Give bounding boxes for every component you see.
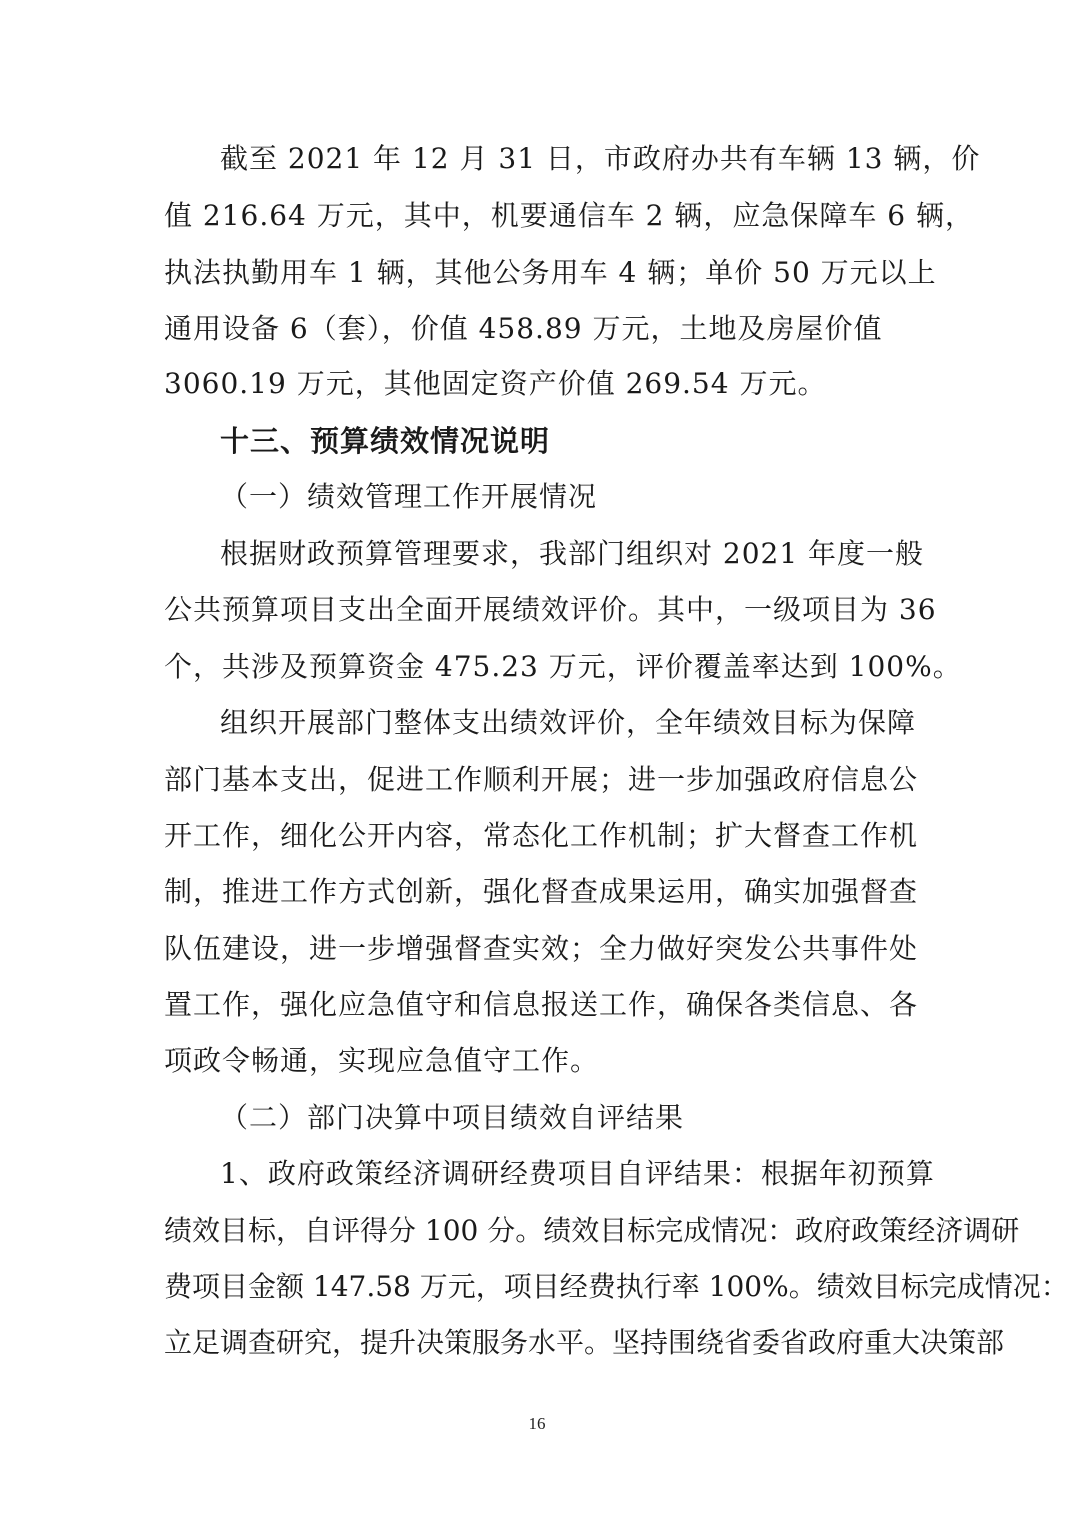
paragraph-line: 项政令畅通，实现应急值守工作。 [164,1044,600,1077]
paragraph-line: 队伍建设，进一步增强督查实效；全力做好突发公共事件处 [164,932,919,965]
paragraph-line: 绩效目标，自评得分 100 分。绩效目标完成情况：政府政策经济调研 [164,1214,1020,1247]
paragraph-line: 制，推进工作方式创新，强化督查成果运用，确实加强督查 [164,875,919,908]
subsection-heading: （一）绩效管理工作开展情况 [220,480,598,513]
paragraph-line: 费项目金额 147.58 万元，项目经费执行率 100%。绩效目标完成情况： [164,1270,1069,1303]
page-number: 16 [528,1414,546,1433]
paragraph-line: 截至 2021 年 12 月 31 日，市政府办共有车辆 13 辆，价 [220,142,981,175]
section-heading: 十三、预算绩效情况说明 [220,424,551,458]
paragraph-line: 1、政府政策经济调研经费项目自评结果：根据年初预算 [220,1157,935,1190]
paragraph-line: 组织开展部门整体支出绩效评价，全年绩效目标为保障 [220,706,917,739]
paragraph-line: 立足调查研究，提升决策服务水平。坚持围绕省委省政府重大决策部 [164,1326,1005,1359]
paragraph-line: 值 216.64 万元，其中，机要通信车 2 辆，应急保障车 6 辆， [164,199,975,232]
paragraph-line: 部门基本支出，促进工作顺利开展；进一步加强政府信息公 [164,763,919,796]
paragraph-line: 个，共涉及预算资金 475.23 万元，评价覆盖率达到 100%。 [164,650,962,683]
paragraph-line: 3060.19 万元，其他固定资产价值 269.54 万元。 [164,367,827,400]
paragraph-line: 通用设备 6（套），价值 458.89 万元，土地及房屋价值 [164,312,883,345]
paragraph-line: 公共预算项目支出全面开展绩效评价。其中，一级项目为 36 [164,593,937,626]
paragraph-line: 根据财政预算管理要求，我部门组织对 2021 年度一般 [220,537,925,570]
subsection-heading: （二）部门决算中项目绩效自评结果 [220,1101,685,1134]
paragraph-line: 置工作，强化应急值守和信息报送工作，确保各类信息、各 [164,988,919,1021]
paragraph-line: 开工作，细化公开内容，常态化工作机制；扩大督查工作机 [164,819,919,852]
paragraph-line: 执法执勤用车 1 辆，其他公务用车 4 辆；单价 50 万元以上 [164,256,937,289]
